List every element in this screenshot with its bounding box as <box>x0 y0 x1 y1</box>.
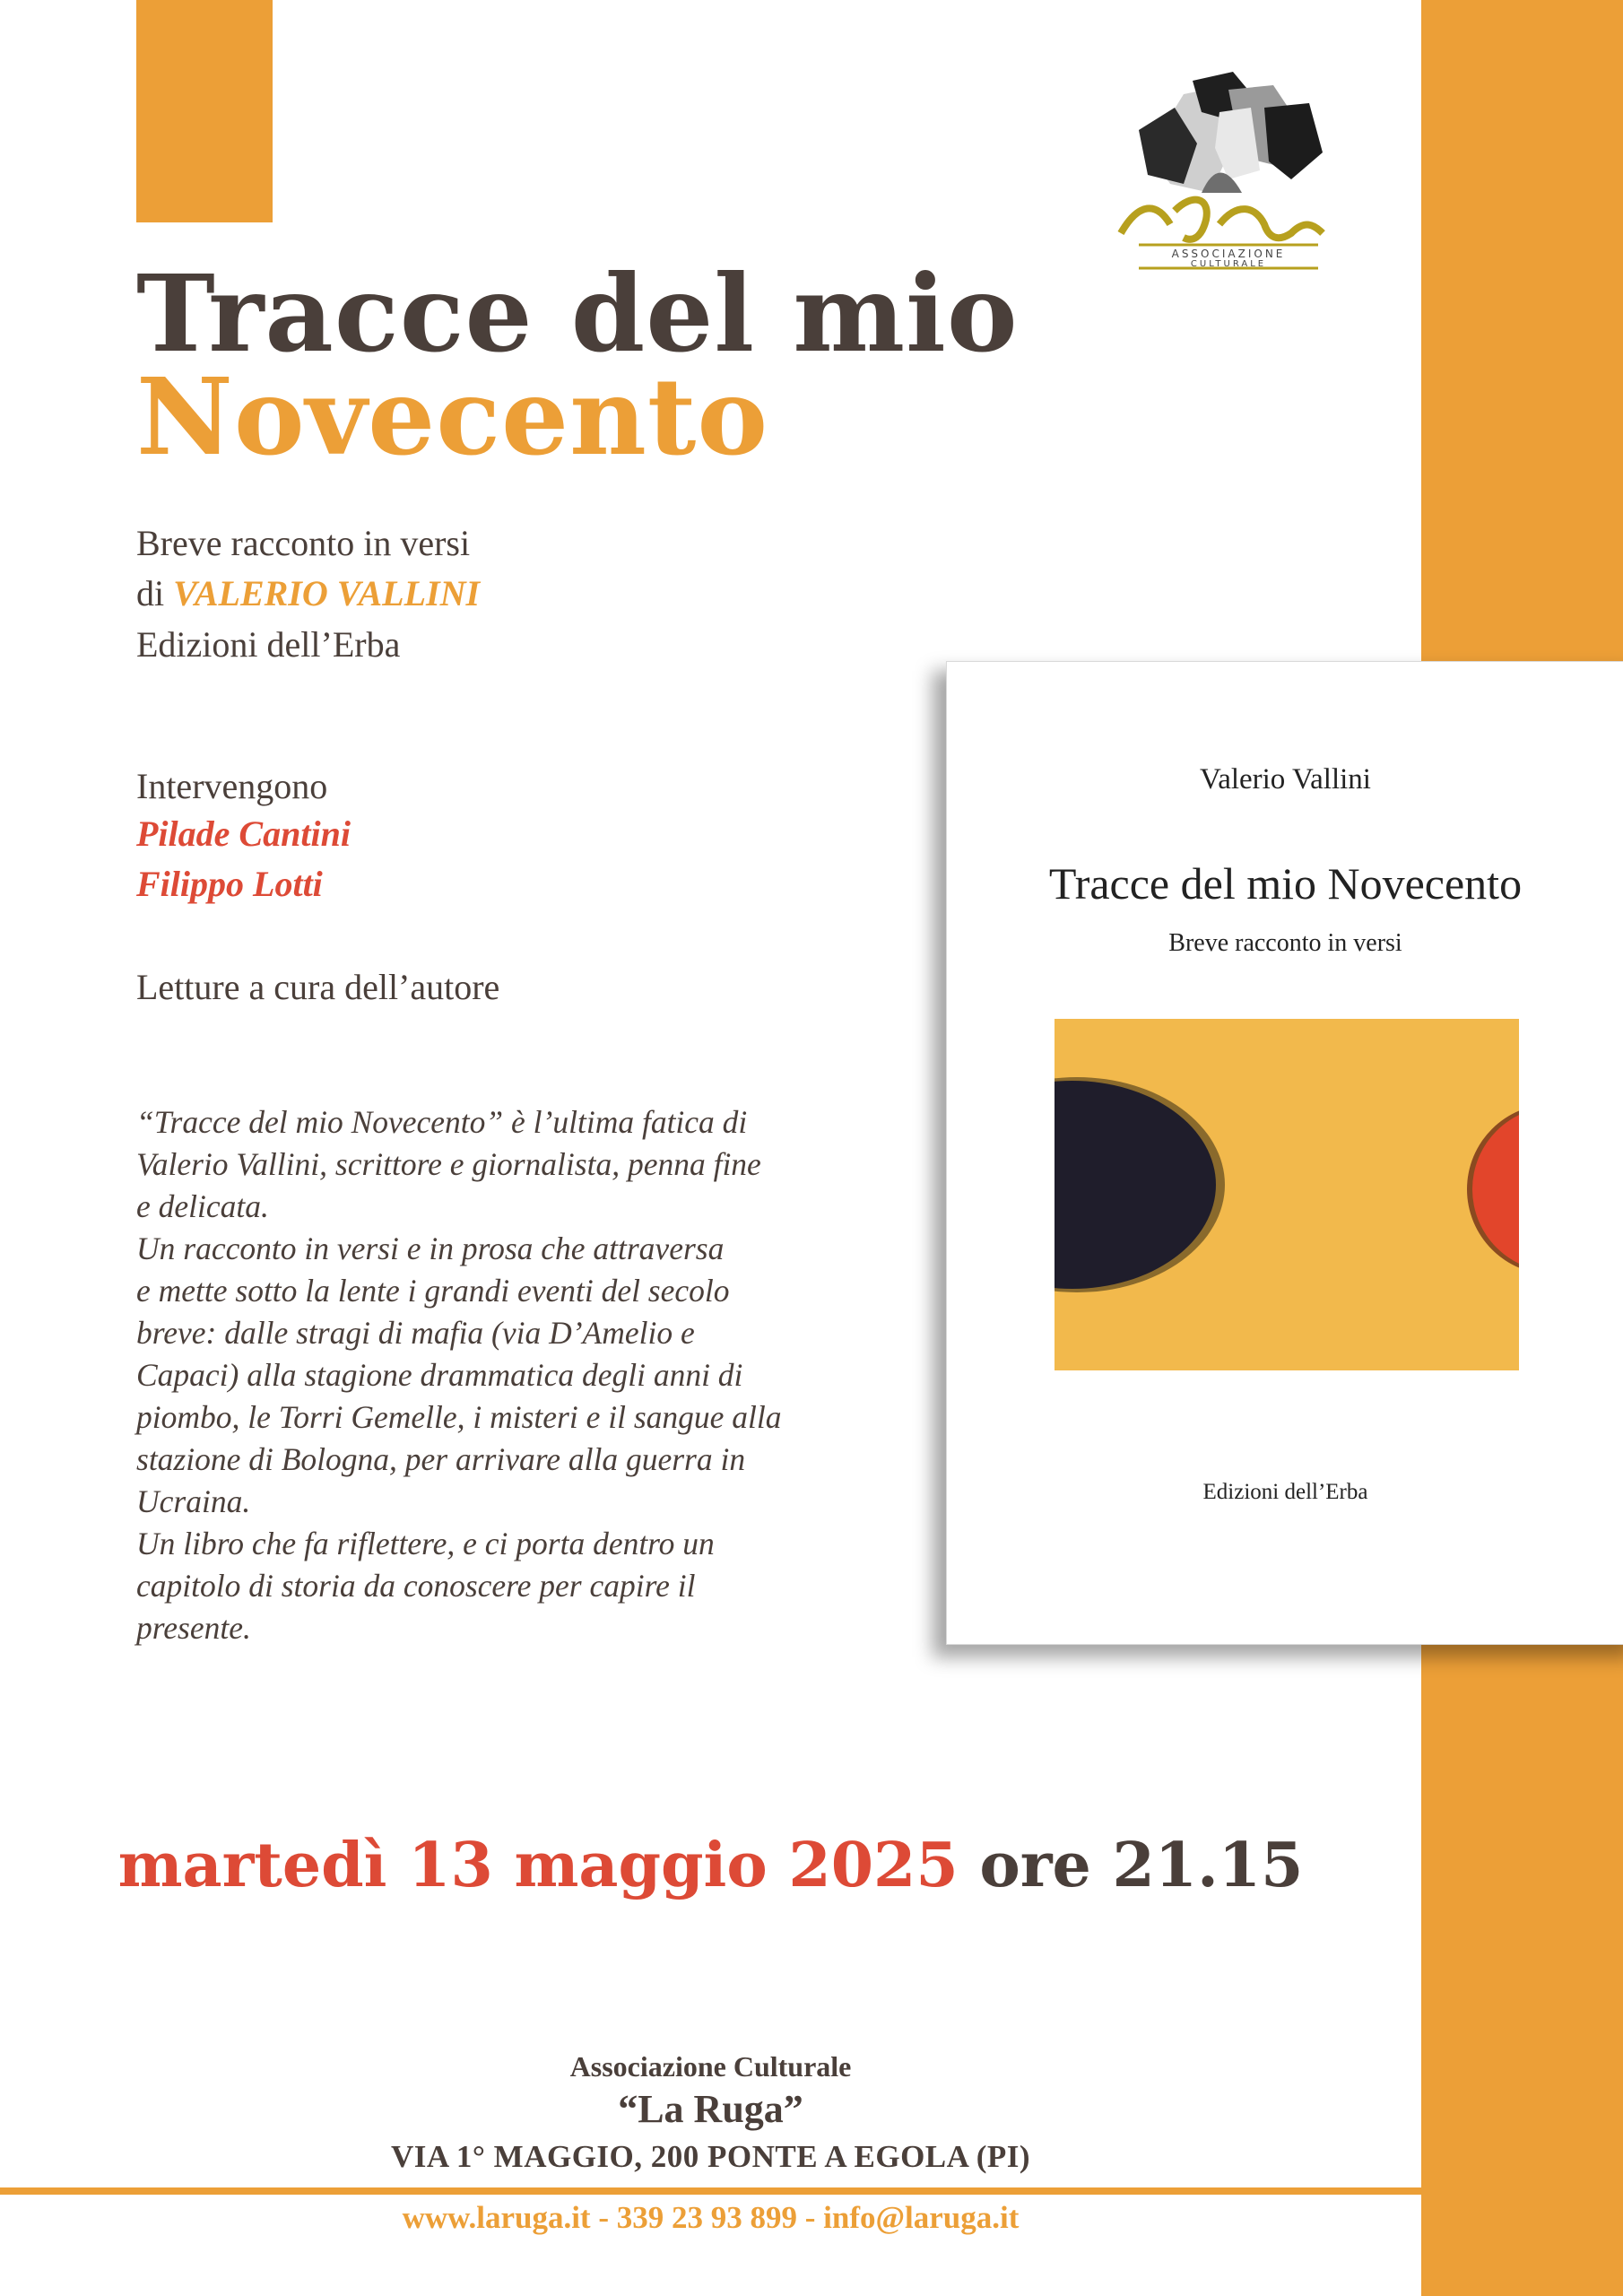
description-line: e mette sotto la lente i grandi eventi del secolo <box>136 1273 730 1309</box>
description-line: Un racconto in versi e in prosa che attraversa <box>136 1231 725 1266</box>
speaker-name: Pilade Cantini <box>136 813 351 854</box>
publisher: Edizioni dell’Erba <box>136 624 401 665</box>
description-line: capitolo di storia da conoscere per capire il <box>136 1568 696 1604</box>
description-line: presente. <box>136 1610 251 1646</box>
description-line: Ucraina. <box>136 1483 251 1519</box>
top-orange-block <box>136 0 273 222</box>
footer-divider <box>0 2187 1421 2195</box>
venue-association: Associazione Culturale <box>569 2050 852 2083</box>
description <box>136 1101 818 1649</box>
event-date-time <box>0 1830 1421 1901</box>
cover-artwork <box>1055 1019 1519 1370</box>
speaker-name: Filippo Lotti <box>136 864 323 904</box>
svg-text:CULTURALE: CULTURALE <box>1190 259 1267 269</box>
venue-name: “La Ruga” <box>618 2087 803 2131</box>
speakers-label: Intervengono <box>136 766 328 806</box>
title-line-2: Novecento <box>136 354 769 479</box>
description-line: piombo, le Torri Gemelle, i misteri e il sangue alla <box>136 1399 782 1435</box>
book-cover <box>946 661 1623 1645</box>
description-line: e delicata. <box>136 1188 269 1224</box>
author-prefix: di <box>136 573 165 613</box>
description-line: Valerio Vallini, scrittore e giornalista, penna fine <box>136 1146 761 1182</box>
description-line: stazione di Bologna, per arrivare alla guerra in <box>136 1441 746 1477</box>
event-date: martedì 13 maggio 2025 <box>117 1830 959 1901</box>
readings-note: Letture a cura dell’autore <box>136 967 500 1007</box>
author-name: VALERIO VALLINI <box>173 573 481 613</box>
cover-subtitle: Breve racconto in versi <box>1168 929 1402 957</box>
venue-address: VIA 1° MAGGIO, 200 PONTE A EGOLA (PI) <box>390 2139 1031 2174</box>
description-line: Un libro che fa riflettere, e ci porta dentro un <box>136 1526 715 1561</box>
contacts-line: www.laruga.it - 339 23 93 899 - info@laruga.it <box>402 2200 1020 2235</box>
description-line: Capaci) alla stagione drammatica degli anni di <box>136 1357 743 1393</box>
houses-logo-icon <box>1085 58 1363 274</box>
author-line <box>136 572 480 614</box>
la-ruga-logo <box>1085 58 1363 274</box>
event-time: ore 21.15 <box>979 1830 1304 1901</box>
book-subtitle: Breve racconto in versi <box>136 523 471 563</box>
cover-author: Valerio Vallini <box>1200 763 1371 796</box>
description-line: “Tracce del mio Novecento” è l’ultima fatica di <box>136 1104 748 1140</box>
description-line: breve: dalle stragi di mafia (via D’Amelio e <box>136 1315 695 1351</box>
cover-publisher: Edizioni dell’Erba <box>1202 1480 1368 1504</box>
cover-title: Tracce del mio Novecento <box>1048 858 1523 909</box>
title-line-1: Tracce del mio <box>136 251 1019 376</box>
svg-text:ASSOCIAZIONE: ASSOCIAZIONE <box>1171 248 1286 260</box>
